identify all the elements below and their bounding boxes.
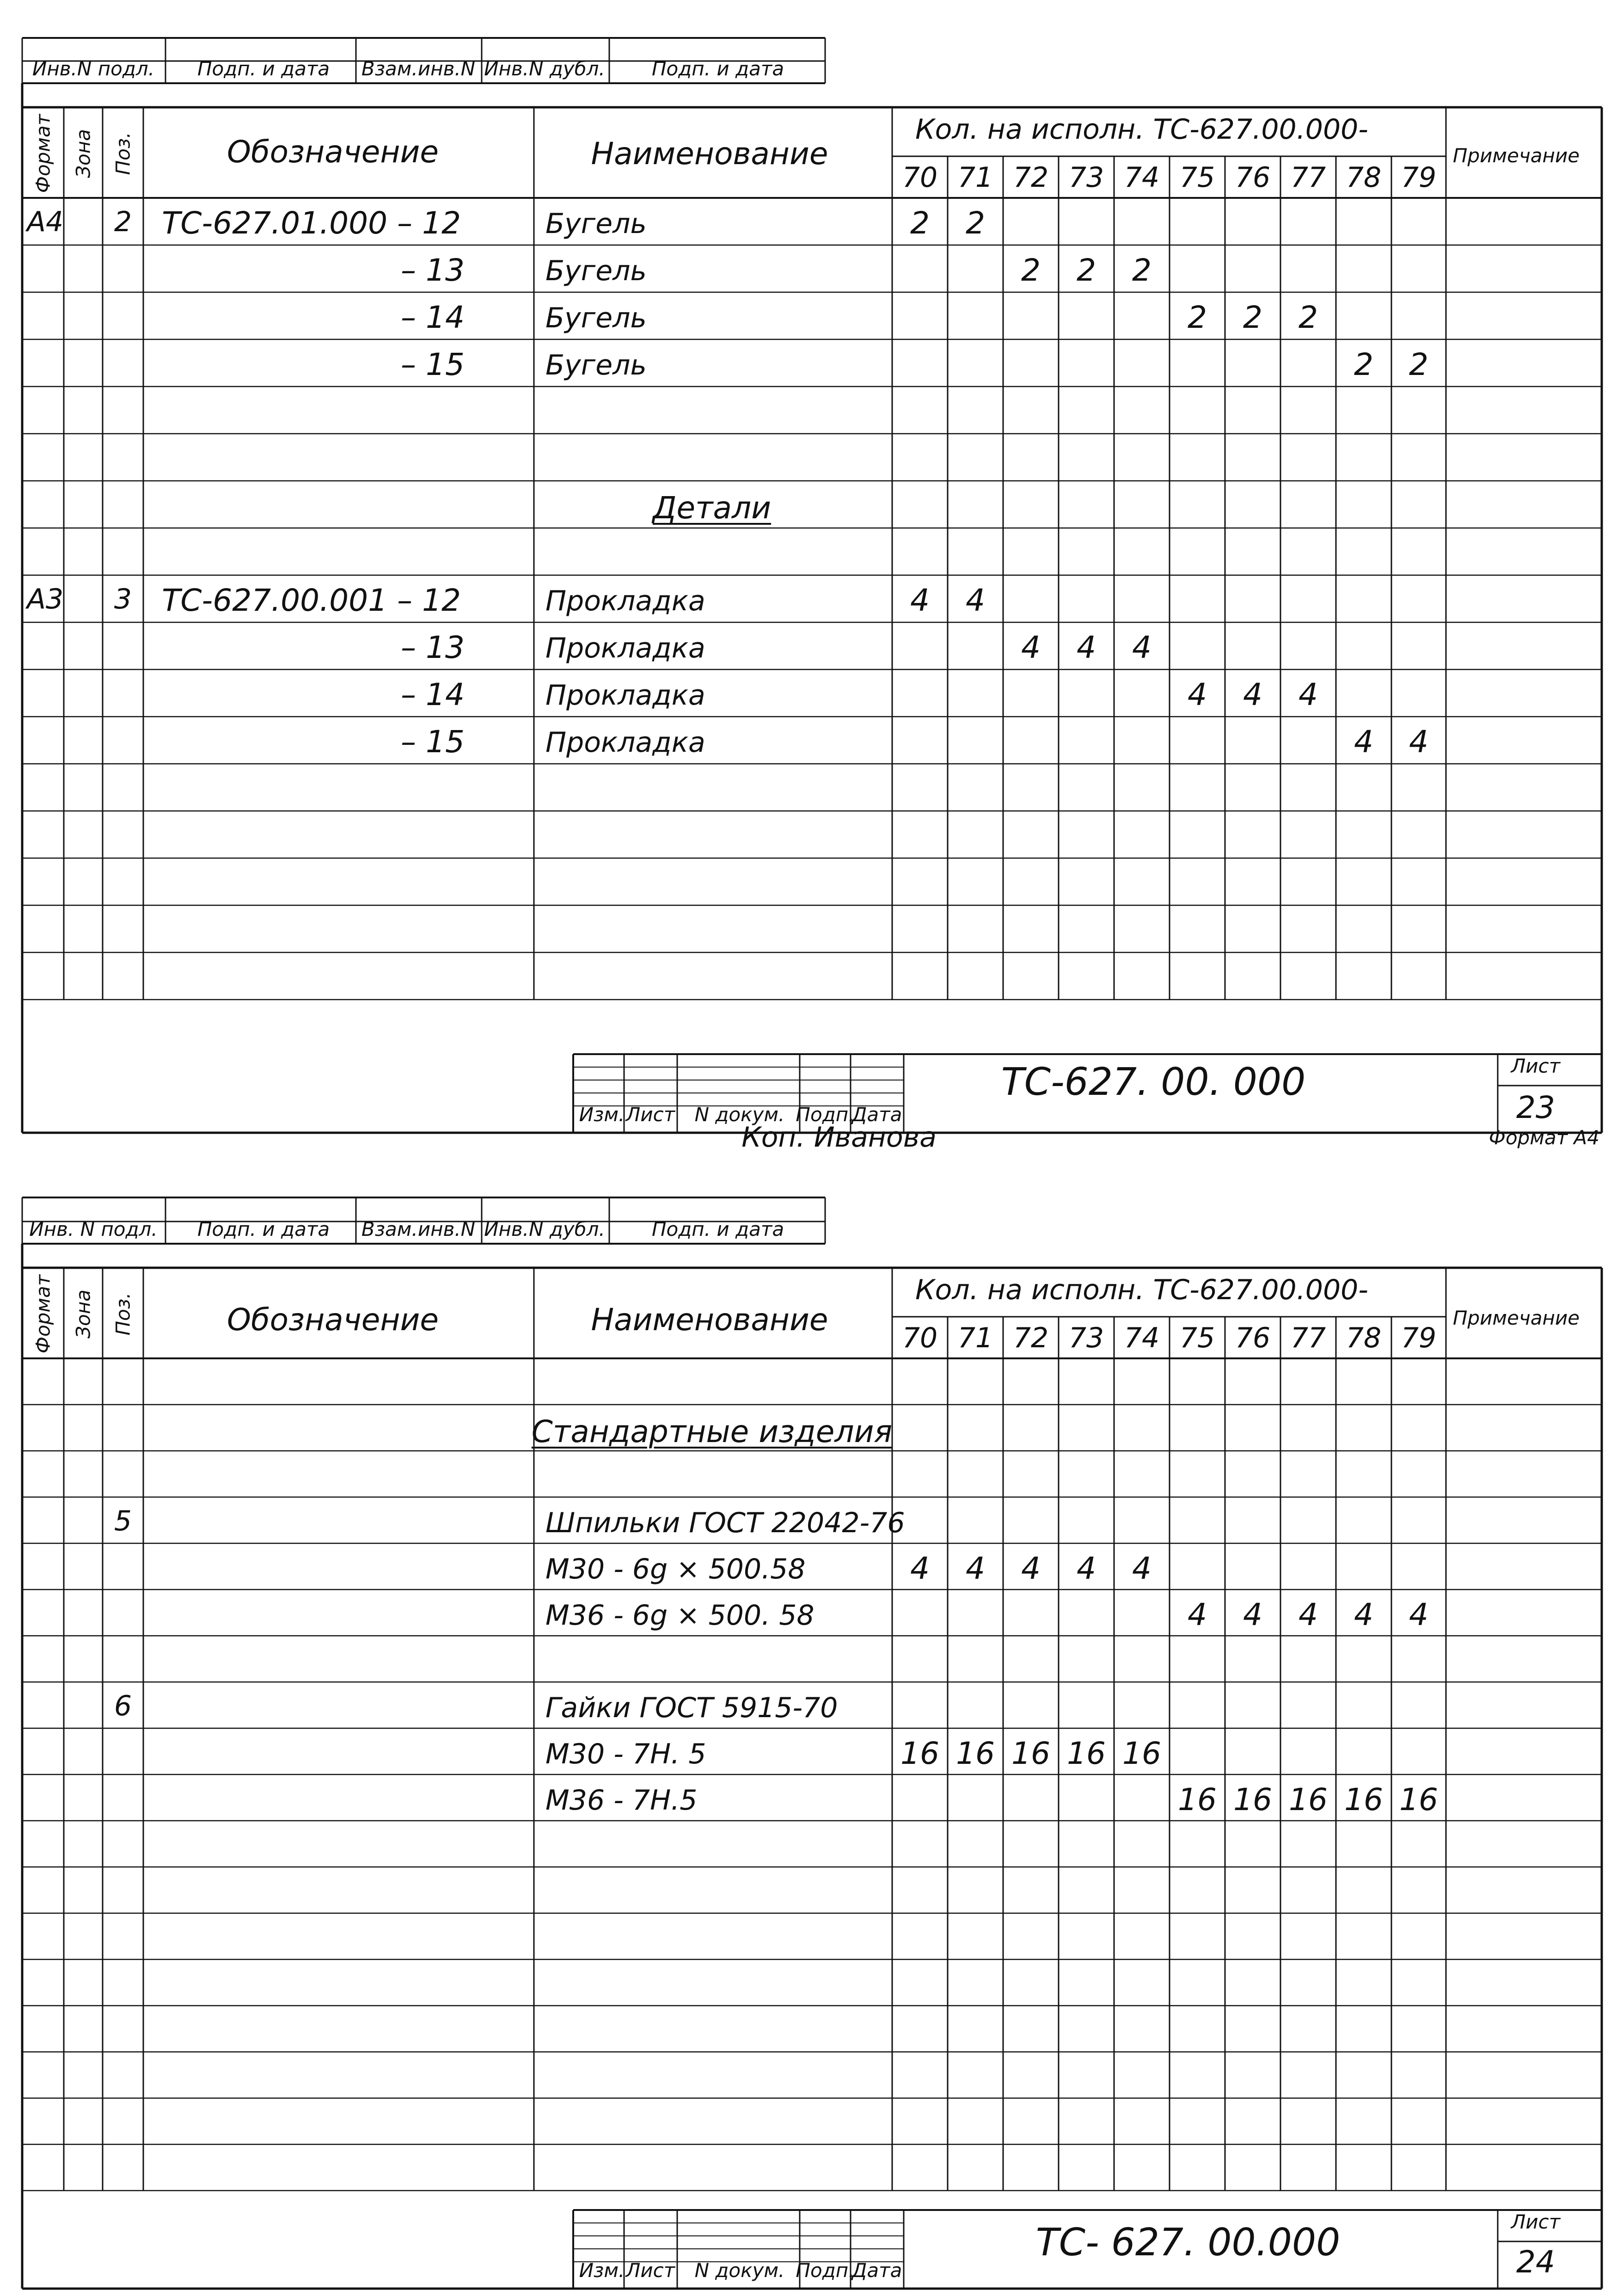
row-quantity: 2 xyxy=(1132,252,1151,288)
variant-number: 73 xyxy=(1068,1322,1104,1354)
row-designation: – 15 xyxy=(401,724,465,760)
header-poz: Поз. xyxy=(111,1292,135,1336)
tb-izm: Изм. xyxy=(579,2259,625,2282)
row-quantity: 4 xyxy=(1077,1551,1096,1586)
stamp-podp-data-2: Подп. и дата xyxy=(651,1218,784,1240)
row-quantity: 4 xyxy=(1354,724,1373,760)
row-designation: – 13 xyxy=(401,630,465,665)
variant-number: 74 xyxy=(1124,1322,1160,1354)
variant-number: 78 xyxy=(1346,1322,1382,1354)
variant-number: 75 xyxy=(1179,1322,1215,1354)
row-quantity: 4 xyxy=(910,1551,930,1586)
row-name: Бугель xyxy=(545,302,647,334)
variant-number: 70 xyxy=(902,1322,938,1354)
variant-number: 76 xyxy=(1235,1322,1271,1354)
variant-number: 76 xyxy=(1235,161,1271,194)
header-naimenovanie: Наименование xyxy=(591,136,828,172)
row-quantity: 16 xyxy=(1122,1736,1161,1771)
row-quantity: 4 xyxy=(1132,1551,1151,1586)
row-quantity: 2 xyxy=(1409,347,1428,382)
section-heading: Детали xyxy=(652,490,772,526)
row-name: Прокладка xyxy=(545,726,705,759)
row-quantity: 4 xyxy=(1298,677,1318,712)
variant-number: 72 xyxy=(1013,161,1049,194)
header-kol-title: Кол. на исполн. ТС-627.00.000- xyxy=(915,113,1368,146)
stamp-inv-podl: Инв. N подл. xyxy=(29,1218,158,1240)
row-quantity: 2 xyxy=(1021,252,1041,288)
row-position: 2 xyxy=(114,206,132,238)
stamp-inv-podl: Инв.N подл. xyxy=(32,57,155,80)
row-quantity: 2 xyxy=(1077,252,1096,288)
row-name: М36 - 7Н.5 xyxy=(545,1784,698,1817)
variant-number: 74 xyxy=(1124,161,1160,194)
tb-sheet-number: 24 xyxy=(1516,2244,1555,2280)
row-name: Шпильки ГОСТ 22042-76 xyxy=(545,1507,905,1539)
tb-izm: Изм. xyxy=(579,1103,625,1126)
tb-data: Дата xyxy=(851,2259,902,2282)
row-name: М30 - 7Н. 5 xyxy=(545,1738,706,1770)
stamp-podp-data: Подп. и дата xyxy=(197,57,330,80)
tb-sheet-label: Лист xyxy=(1511,2210,1561,2233)
row-quantity: 4 xyxy=(1243,677,1262,712)
row-quantity: 4 xyxy=(1298,1597,1318,1633)
row-designation: – 14 xyxy=(401,677,465,712)
header-primechanie: Примечание xyxy=(1452,1307,1580,1329)
row-quantity: 4 xyxy=(966,583,985,618)
spec-sheet-24 xyxy=(0,1184,1623,2296)
row-quantity: 16 xyxy=(1178,1782,1217,1817)
tb-list: Лист xyxy=(625,1103,675,1126)
stamp-vzam-inv: Взам.инв.N xyxy=(361,1218,476,1240)
row-quantity: 4 xyxy=(1243,1597,1262,1633)
row-name: Гайки ГОСТ 5915-70 xyxy=(545,1692,838,1724)
row-name: Бугель xyxy=(545,349,647,381)
variant-number: 77 xyxy=(1290,1322,1326,1354)
row-quantity: 4 xyxy=(1021,1551,1041,1586)
row-quantity: 4 xyxy=(1132,630,1151,665)
tb-n-dokum: N докум. xyxy=(694,1103,785,1126)
stamp-vzam-inv: Взам.инв.N xyxy=(361,57,476,80)
tb-n-dokum: N докум. xyxy=(694,2259,785,2282)
row-name: М30 - 6g × 500.58 xyxy=(545,1553,806,1585)
header-poz: Поз. xyxy=(111,132,135,175)
tb-doc-number: ТС-627. 00. 000 xyxy=(1001,1060,1306,1104)
row-quantity: 2 xyxy=(1243,300,1262,335)
row-format: А3 xyxy=(27,583,64,615)
footer-format: Формат А4 xyxy=(1488,1126,1599,1149)
row-quantity: 4 xyxy=(1409,1597,1428,1633)
section-heading: Стандартные изделия xyxy=(531,1414,893,1449)
row-quantity: 2 xyxy=(1188,300,1207,335)
row-quantity: 4 xyxy=(1188,1597,1207,1633)
variant-number: 71 xyxy=(957,1322,993,1354)
tb-list: Лист xyxy=(625,2259,675,2282)
variant-number: 79 xyxy=(1401,1322,1437,1354)
variant-number: 70 xyxy=(902,161,938,194)
stamp-podp-data-2: Подп. и дата xyxy=(651,57,784,80)
tb-podp: Подп. xyxy=(796,2259,855,2282)
row-quantity: 4 xyxy=(1409,724,1428,760)
row-quantity: 4 xyxy=(1021,630,1041,665)
row-name: Бугель xyxy=(545,208,647,240)
row-quantity: 2 xyxy=(910,205,930,241)
header-zona: Зона xyxy=(72,1289,95,1338)
row-name: Прокладка xyxy=(545,679,705,712)
variant-number: 72 xyxy=(1013,1322,1049,1354)
stamp-podp-data: Подп. и дата xyxy=(197,1218,330,1240)
row-name: Прокладка xyxy=(545,632,705,664)
variant-number: 73 xyxy=(1068,161,1104,194)
header-primechanie: Примечание xyxy=(1452,144,1580,167)
row-designation: – 13 xyxy=(401,252,465,288)
tb-sheet-label: Лист xyxy=(1511,1055,1561,1077)
row-quantity: 16 xyxy=(1399,1782,1438,1817)
footer-copied-by: Коп. Иванова xyxy=(741,1121,937,1154)
row-quantity: 2 xyxy=(1354,347,1373,382)
row-quantity: 4 xyxy=(1354,1597,1373,1633)
row-quantity: 2 xyxy=(1298,300,1318,335)
row-quantity: 16 xyxy=(956,1736,995,1771)
row-name: Бугель xyxy=(545,255,647,287)
row-format: А4 xyxy=(27,206,64,238)
variant-number: 71 xyxy=(957,161,993,194)
row-quantity: 2 xyxy=(966,205,985,241)
tb-podp: Подп. xyxy=(796,1103,855,1126)
header-oboznachenie: Обозначение xyxy=(227,1302,439,1338)
row-designation: – 14 xyxy=(401,300,465,335)
header-format: Формат xyxy=(31,114,55,193)
header-zona: Зона xyxy=(72,129,95,178)
row-designation: – 15 xyxy=(401,347,465,382)
row-designation: ТС-627.00.001 – 12 xyxy=(162,583,461,618)
variant-number: 77 xyxy=(1290,161,1326,194)
row-quantity: 4 xyxy=(966,1551,985,1586)
row-quantity: 16 xyxy=(1233,1782,1272,1817)
row-name: Прокладка xyxy=(545,585,705,617)
row-quantity: 4 xyxy=(1188,677,1207,712)
row-quantity: 16 xyxy=(1011,1736,1050,1771)
row-quantity: 16 xyxy=(1344,1782,1383,1817)
row-position: 6 xyxy=(114,1690,132,1722)
row-quantity: 4 xyxy=(1077,630,1096,665)
tb-data: Дата xyxy=(851,1103,902,1126)
row-quantity: 16 xyxy=(1067,1736,1106,1771)
stamp-inv-dubl: Инв.N дубл. xyxy=(484,57,605,80)
header-oboznachenie: Обозначение xyxy=(227,134,439,170)
variant-number: 79 xyxy=(1401,161,1437,194)
header-naimenovanie: Наименование xyxy=(591,1302,828,1338)
row-name: М36 - 6g × 500. 58 xyxy=(545,1599,815,1632)
header-format: Формат xyxy=(31,1274,55,1354)
row-designation: ТС-627.01.000 – 12 xyxy=(162,205,461,241)
row-quantity: 16 xyxy=(1289,1782,1328,1817)
row-position: 3 xyxy=(114,583,132,615)
row-quantity: 16 xyxy=(900,1736,939,1771)
header-kol-title: Кол. на исполн. ТС-627.00.000- xyxy=(915,1274,1368,1306)
row-quantity: 4 xyxy=(910,583,930,618)
stamp-inv-dubl: Инв.N дубл. xyxy=(484,1218,605,1240)
tb-doc-number: ТС- 627. 00.000 xyxy=(1035,2221,1341,2265)
variant-number: 75 xyxy=(1179,161,1215,194)
variant-number: 78 xyxy=(1346,161,1382,194)
row-position: 5 xyxy=(114,1505,132,1537)
tb-sheet-number: 23 xyxy=(1516,1090,1555,1125)
